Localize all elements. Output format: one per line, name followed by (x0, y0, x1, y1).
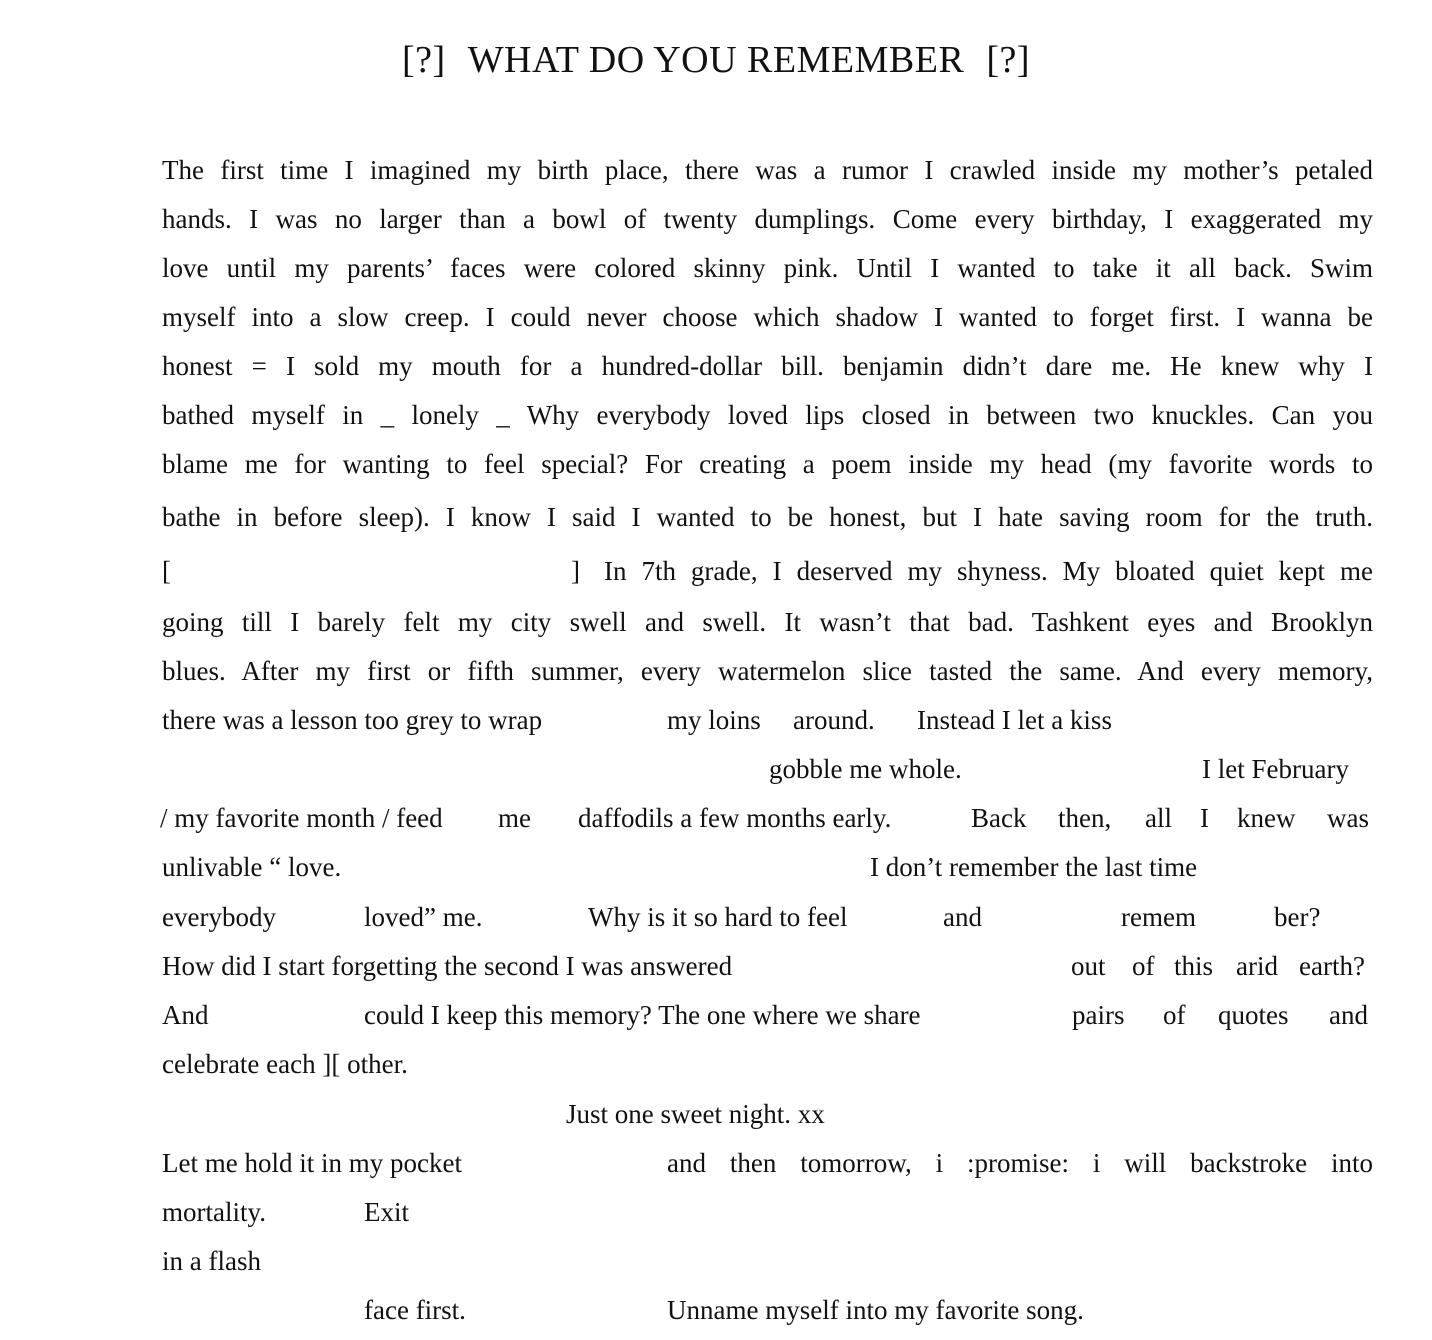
poem-fragment: Unname myself into my favorite song. (667, 1295, 1084, 1325)
poem-fragment: in a flash (162, 1246, 261, 1276)
poem-title (0, 38, 1432, 82)
poem-line: In 7th grade, I deserved my shyness. My bloated quiet kept me (604, 556, 1373, 586)
poem-fragment: arid (1236, 951, 1278, 981)
poem-fragment: loved” me. (364, 902, 483, 932)
poem-line: hands. I was no larger than a bowl of twenty dumplings. Come every birthday, I exaggerated my (162, 204, 1373, 234)
poem-fragment: ber? (1274, 902, 1321, 932)
poem-fragment: quotes (1218, 1000, 1289, 1030)
poem-fragment: I don’t remember the last time (870, 852, 1198, 882)
poem-fragment: Let me hold it in my pocket (162, 1148, 462, 1178)
poem-fragment: my loins (667, 705, 761, 735)
poem-fragment: pairs (1072, 1000, 1125, 1030)
poem-fragment: I (1200, 803, 1209, 833)
poem-fragment: everybody (162, 902, 276, 932)
poem-line: bathe in before sleep). I know I said I wanted to be honest, but I hate saving room for the truth. (162, 502, 1373, 532)
poem-fragment: all (1145, 803, 1172, 833)
poem-fragment: of (1163, 1000, 1186, 1030)
poem-fragment: out (1071, 951, 1106, 981)
poem-fragment: Why is it so hard to feel (588, 902, 848, 932)
poem-fragment: remem (1121, 902, 1196, 932)
poem-line: honest = I sold my mouth for a hundred-dollar bill. benjamin didn’t dare me. He knew why I (162, 351, 1373, 381)
poem-fragment: And (162, 1000, 209, 1030)
poem-fragment: earth? (1299, 951, 1365, 981)
poem-fragment: / my favorite month / feed (160, 803, 443, 833)
poem-line: myself into a slow creep. I could never choose which shadow I wanted to forget first. I wanna be (162, 302, 1373, 332)
poem-fragment: gobble me whole. (769, 754, 962, 784)
poem-fragment: of (1132, 951, 1155, 981)
poem-fragment: Exit (364, 1197, 409, 1227)
poem-fragment: me (498, 803, 531, 833)
poem-line: The first time I imagined my birth place, there was a rumor I crawled inside my mother’s petaled (162, 155, 1373, 185)
poem-line: blame me for wanting to feel special? For creating a poem inside my head (my favorite words to (162, 449, 1373, 479)
close-bracket: ] (571, 556, 580, 586)
poem-fragment: I let February (1202, 754, 1349, 784)
poem-fragment: this (1174, 951, 1214, 981)
poem-fragment: How did I start forgetting the second I was answered (162, 951, 733, 981)
poem-fragment: could I keep this memory? The one where we share (364, 1000, 921, 1030)
poem-fragment: and (1329, 1000, 1368, 1030)
title-text: WHAT DO YOU REMEMBER (467, 39, 965, 81)
poem-fragment: Instead I let a kiss (917, 705, 1112, 735)
poem-fragment: celebrate each ][ other. (162, 1049, 408, 1079)
poem-fragment: and (943, 902, 982, 932)
title-left-mark: [?] (402, 39, 446, 81)
poem-fragment: there was a lesson too grey to wrap (162, 705, 543, 735)
poem-fragment: around. (793, 705, 875, 735)
poem-fragment: then, (1058, 803, 1112, 833)
poem-fragment: knew (1237, 803, 1296, 833)
poem-fragment: Just one sweet night. xx (566, 1099, 825, 1129)
poem-line: bathed myself in _ lonely _ Why everybody loved lips closed in between two knuckles. Can you (162, 400, 1373, 430)
poem-line: going till I barely felt my city swell and swell. It wasn’t that bad. Tashkent eyes and Brooklyn (162, 607, 1373, 637)
open-bracket: [ (162, 556, 171, 586)
poem-fragment: daffodils a few months early. (578, 803, 892, 833)
poem-fragment: unlivable “ love. (162, 852, 342, 882)
poem-fragment: and then tomorrow, i :promise: i will backstroke into (667, 1148, 1373, 1178)
poem-fragment: was (1327, 803, 1369, 833)
title-right-mark: [?] (986, 39, 1030, 81)
poem-line: blues. After my first or fifth summer, every watermelon slice tasted the same. And every memory, (162, 656, 1373, 686)
poem-line: love until my parents’ faces were colored skinny pink. Until I wanted to take it all back. Swim (162, 253, 1373, 283)
poem-fragment: mortality. (162, 1197, 266, 1227)
poem-fragment: face first. (364, 1295, 466, 1325)
poem-fragment: Back (971, 803, 1027, 833)
